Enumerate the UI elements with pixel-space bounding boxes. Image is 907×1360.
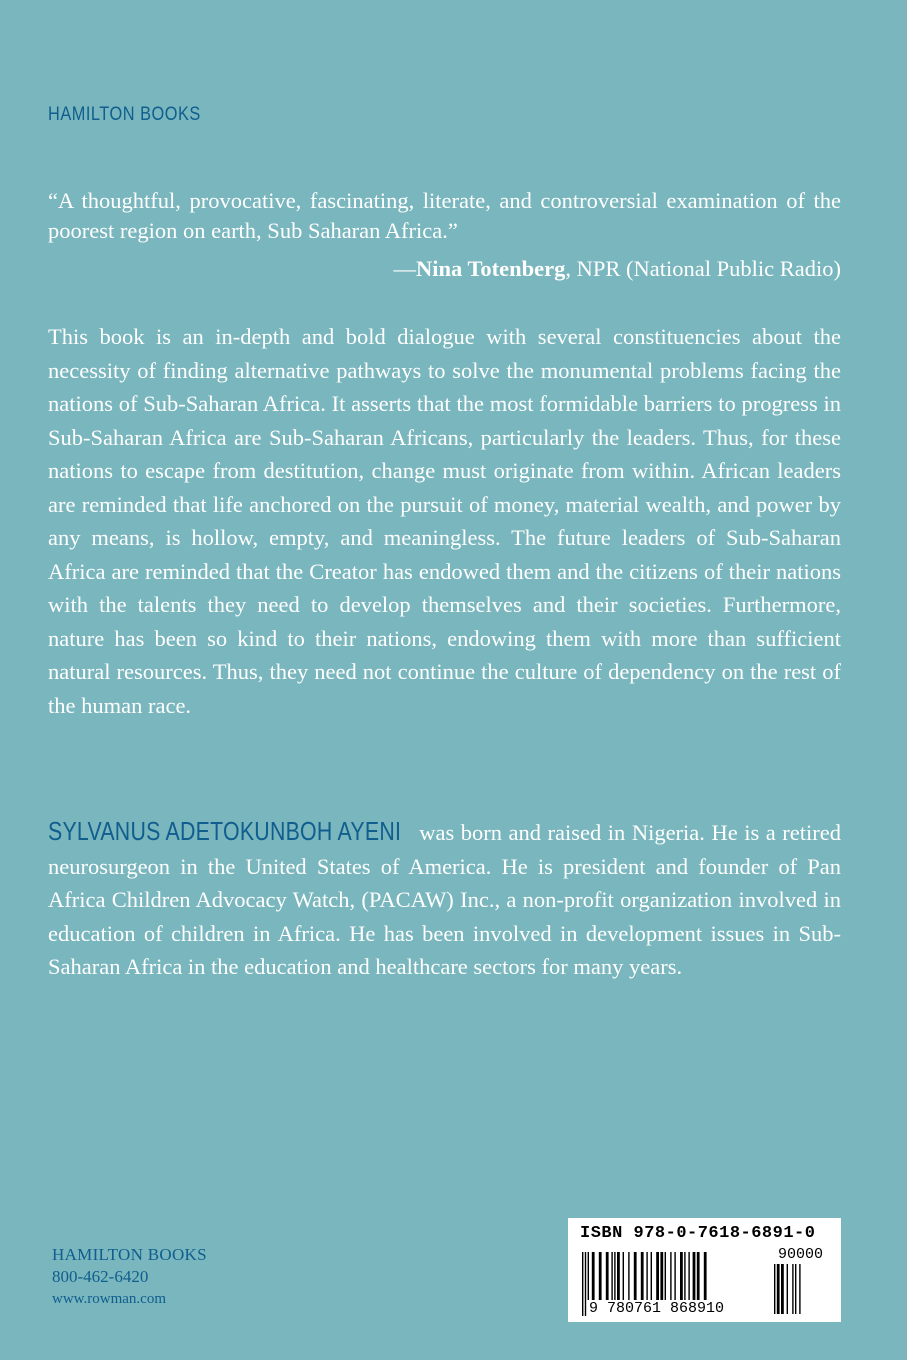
barcode-bar bbox=[634, 1252, 637, 1300]
barcode-bar bbox=[684, 1252, 685, 1300]
barcode-number: 9 780761 868910 bbox=[589, 1300, 725, 1317]
footer-phone: 800-462-6420 bbox=[52, 1267, 149, 1286]
barcode-bar bbox=[617, 1252, 620, 1300]
barcode-bar bbox=[704, 1252, 707, 1300]
book-description: This book is an in-depth and bold dialogue with several constituencies about the necessity of finding alternative pathways to solve the monumental problems facing the nations of Sub-Saharan Africa. It asserts that the most formidable barriers to progress in Sub-Saharan Africa are Sub-Saharan Africans, particularly the leaders. Thus, for these nations to escape from destitution, change must originate from within. African leaders are reminded that life anchored on the pursuit of money, material wealth, and power by any means, is hollow, empty, and meaningless. The future leaders of Sub-Saharan Africa are reminded that the Creator has endowed them and the citizens of their nations with the talents they need to develop themselves and their societies. Furthermore, nature has been so kind to their nations, endowing them with more than sufficient natural resources. Thus, they need not continue the culture of dependency on the rest of the human race. bbox=[48, 324, 841, 718]
barcode-bar bbox=[646, 1252, 647, 1300]
barcode-bar bbox=[611, 1252, 612, 1300]
quote-attribution bbox=[393, 254, 841, 284]
barcode-addon-bar bbox=[795, 1264, 796, 1314]
author-bio-text: was born and raised in Nigeria. He is a retired neurosurgeon in the United States of America. He is president and founder of Pan Africa Children Advocacy Watch, (PACAW) Inc., a non-profit organization involved in education of children in Africa. He has been involved in development issues in Sub-Saharan Africa in the education and healthcare sectors for many years. bbox=[48, 820, 841, 979]
author-bio bbox=[48, 815, 841, 984]
barcode-bar bbox=[623, 1252, 624, 1300]
barcode-bar bbox=[641, 1252, 644, 1300]
attribution-dash: — bbox=[393, 256, 416, 281]
barcode-bar bbox=[670, 1252, 671, 1300]
footer-publisher-info bbox=[52, 1244, 207, 1310]
barcode-bar bbox=[582, 1252, 583, 1316]
barcode-bar bbox=[599, 1252, 602, 1300]
barcode-bar bbox=[656, 1252, 659, 1300]
barcode-bar bbox=[628, 1252, 629, 1300]
footer-website: www.rowman.com bbox=[52, 1291, 167, 1307]
barcode-bar bbox=[693, 1252, 696, 1300]
barcode-bar bbox=[588, 1252, 589, 1300]
barcode-bar bbox=[680, 1252, 683, 1300]
attribution-affiliation: , NPR (National Public Radio) bbox=[565, 256, 841, 281]
barcode-bar bbox=[651, 1252, 652, 1300]
barcode-bar bbox=[697, 1252, 700, 1300]
author-name: SYLVANUS ADETOKUNBOH AYENI bbox=[48, 816, 402, 846]
endorsement-quote: “A thoughtful, provocative, fascinating, literate, and controversial examination of the poorest region on earth, Sub Saharan Africa.” bbox=[48, 188, 841, 243]
barcode-bar bbox=[614, 1252, 615, 1300]
footer-publisher-name: HAMILTON BOOKS bbox=[52, 1245, 207, 1264]
barcode-addon-bar bbox=[792, 1264, 793, 1314]
barcode-bar bbox=[688, 1252, 689, 1300]
price-code: 90000 bbox=[778, 1246, 824, 1263]
barcode-addon-bar bbox=[781, 1264, 784, 1314]
barcode-bar bbox=[606, 1252, 609, 1300]
barcode-addon-bar bbox=[799, 1264, 800, 1314]
isbn-barcode bbox=[568, 1218, 841, 1322]
barcode-bar bbox=[665, 1252, 666, 1300]
barcode-addon-bar bbox=[787, 1264, 788, 1314]
barcode-addon-bar bbox=[777, 1264, 780, 1314]
barcode-bar bbox=[585, 1252, 586, 1316]
barcode-bar bbox=[674, 1252, 675, 1300]
barcode-bar bbox=[592, 1252, 595, 1300]
isbn-label: ISBN 978-0-7618-6891-0 bbox=[580, 1224, 816, 1243]
barcode-addon-bar bbox=[774, 1264, 775, 1314]
attribution-name: Nina Totenberg bbox=[415, 256, 566, 281]
barcode-bar bbox=[660, 1252, 663, 1300]
publisher-name-header: HAMILTON BOOKS bbox=[48, 104, 201, 125]
